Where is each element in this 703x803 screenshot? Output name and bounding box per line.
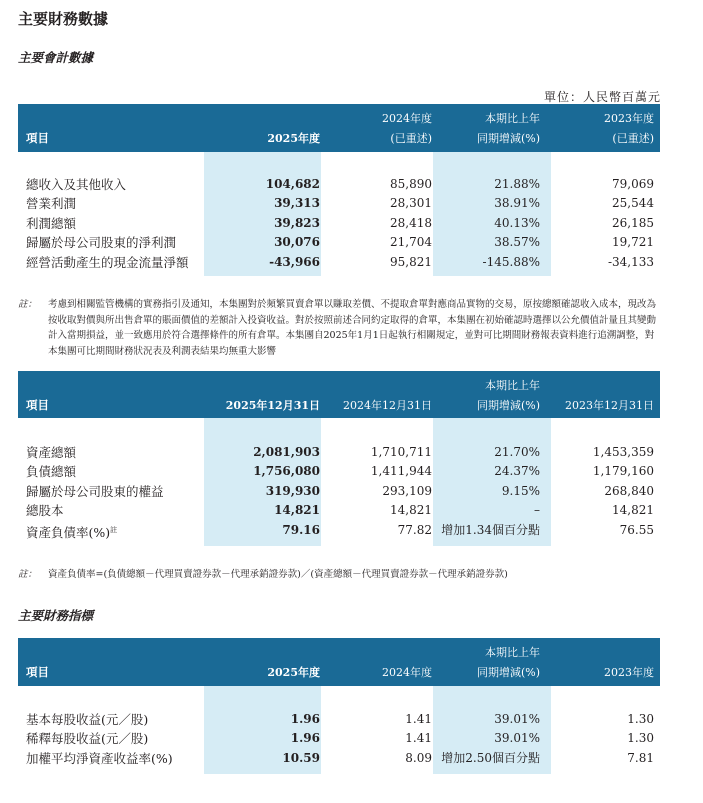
- header-item: 項目: [26, 665, 49, 679]
- value-2024: 28,301: [390, 196, 432, 211]
- value-change: -145.88%: [482, 254, 540, 269]
- header-item: 項目: [26, 131, 49, 145]
- balance-data-table: [18, 371, 660, 546]
- header-change-line2: 同期增減(%): [476, 132, 540, 145]
- header-2023: 2023年度: [604, 666, 654, 679]
- header-2024-line2: (已重述): [390, 132, 432, 145]
- row-label: 基本每股收益(元／股): [26, 712, 149, 727]
- value-change: 21.70%: [494, 445, 540, 459]
- section-title-financial-indicators: 主要財務指標: [18, 608, 94, 623]
- value-2023: 19,721: [612, 235, 654, 250]
- value-2025: 104,682: [265, 177, 320, 191]
- value-change: 9.15%: [501, 483, 540, 498]
- row-label: [26, 521, 117, 542]
- value-2023: 1,453,359: [592, 445, 654, 459]
- value-2023: 1.30: [627, 712, 654, 726]
- header-2025: 2025年度: [267, 666, 320, 679]
- header-change-line2: 同期增減(%): [476, 399, 540, 412]
- row-label: 歸屬於母公司股東的淨利潤: [26, 235, 177, 251]
- value-2025: 10.59: [282, 750, 320, 765]
- value-2025: -43,966: [269, 254, 320, 269]
- value-2025: 39,313: [274, 196, 320, 211]
- value-2024: 95,821: [390, 254, 432, 269]
- header-2024-line1: 2024年度: [382, 112, 432, 125]
- row-label: 營業利潤: [26, 196, 77, 212]
- value-2024: 28,418: [390, 215, 432, 230]
- header-change-line1: 本期比上年: [485, 646, 540, 659]
- table-row: [18, 443, 660, 462]
- value-2024: 8.09: [405, 750, 432, 765]
- header-2023-line2: (已重述): [612, 132, 654, 145]
- value-change: 24.37%: [494, 464, 540, 479]
- value-2025: 2,081,903: [253, 445, 320, 459]
- value-2024: 1,710,711: [370, 445, 432, 459]
- value-2023: 268,840: [604, 483, 654, 498]
- financial-indicators-table: [18, 638, 660, 774]
- row-label-text: 資產負債率(%): [26, 524, 111, 540]
- value-2025: 30,076: [274, 235, 320, 250]
- row-label: 資產總額: [26, 445, 77, 460]
- table-row: [18, 521, 660, 540]
- table-row: [18, 194, 660, 213]
- value-2024: 14,821: [390, 503, 432, 518]
- row-label: 利潤總額: [26, 215, 77, 231]
- footnote-text: 資產負債率=(負債總額－代理買賣證券款－代理承銷證券款)／(資產總額－代理買賣證券款－代理承銷證券款): [48, 569, 508, 580]
- table-row: [18, 253, 660, 272]
- value-2023: -34,133: [607, 254, 654, 269]
- value-change: –: [534, 503, 540, 518]
- value-change: 39.01%: [494, 712, 540, 726]
- header-item: 項目: [26, 398, 49, 412]
- value-2025: 1,756,080: [253, 464, 320, 479]
- header-change-line1: 本期比上年: [485, 112, 540, 125]
- value-2025: 14,821: [274, 503, 320, 518]
- row-label: 稀釋每股收益(元／股): [26, 731, 149, 747]
- value-2023: 76.55: [619, 522, 654, 537]
- accounting-data-table: [18, 104, 660, 276]
- value-2023: 1.30: [627, 731, 654, 746]
- value-change: 21.88%: [494, 177, 540, 191]
- row-label: 負債總額: [26, 464, 77, 480]
- value-2023: 7.81: [627, 750, 654, 765]
- section-title-accounting-data: 主要會計數據: [18, 50, 94, 65]
- value-change: 38.57%: [494, 235, 540, 250]
- table-row: [18, 482, 660, 501]
- value-2024: 293,109: [382, 483, 432, 498]
- footnote-marker: 註: [110, 525, 118, 534]
- table-row: [18, 710, 660, 729]
- value-change: 40.13%: [494, 215, 540, 230]
- value-change: 增加2.50個百分點: [441, 750, 540, 765]
- row-label: 加權平均淨資產收益率(%): [26, 750, 173, 766]
- value-2023: 14,821: [612, 503, 654, 518]
- value-2024: 1.41: [405, 731, 432, 746]
- table-row: [18, 749, 660, 768]
- value-2023: 25,544: [612, 196, 654, 211]
- value-2025: 39,823: [274, 215, 320, 230]
- footnote-key: 註：: [18, 569, 38, 580]
- table-header: [18, 371, 660, 418]
- row-label: 總收入及其他收入: [26, 177, 127, 192]
- value-change: 38.91%: [494, 196, 540, 211]
- header-date-2024: 2024年12月31日: [343, 399, 432, 412]
- value-2025: 319,930: [265, 483, 320, 498]
- value-change: 增加1.34個百分點: [441, 522, 540, 537]
- header-change-line2: 同期增減(%): [476, 666, 540, 679]
- table-row: [18, 729, 660, 748]
- value-2024: 1.41: [405, 712, 432, 726]
- footnote-revenue: [18, 297, 678, 357]
- value-2024: 85,890: [390, 177, 432, 191]
- header-2024: 2024年度: [382, 666, 432, 679]
- value-2023: 1,179,160: [592, 464, 654, 479]
- value-2025: 1.96: [290, 712, 320, 726]
- footnote-text: 考慮到相關監管機構的實務指引及通知，本集團對於頻繁買賣倉單以賺取差價、不提取倉單對應商品實物的交易，原按總額確認收入成本，現改為按收取對價與所出售倉單的賬面價值的差額計入投資收益。對於按照前述合同約定取得的倉單，本集團在初始確認時選擇以公允價值計量且其變動計入當期損益，並一致應用於符合選擇條件的所有倉單。本集團自2025年1月1日起執行相關規定，並對可比期間財務報表資料進行追溯調整，對本集團可比期間財務狀況表及利潤表結果均無重大影響: [48, 299, 657, 357]
- table-row: [18, 233, 660, 252]
- row-label: 歸屬於母公司股東的權益: [26, 483, 164, 499]
- unit-label: 單位：人民幣百萬元: [543, 90, 661, 104]
- value-2023: 26,185: [612, 215, 654, 230]
- footnote-asset-liability-ratio: [18, 567, 678, 583]
- table-row: [18, 175, 660, 194]
- header-date-2023: 2023年12月31日: [565, 399, 654, 412]
- row-label: 經營活動產生的現金流量淨額: [26, 254, 189, 270]
- value-change: 39.01%: [494, 731, 540, 746]
- table-row: [18, 462, 660, 481]
- header-2025: 2025年度: [267, 132, 320, 145]
- header-change-line1: 本期比上年: [485, 379, 540, 392]
- header-2023-line1: 2023年度: [604, 112, 654, 125]
- value-2025: 1.96: [290, 731, 320, 746]
- value-2024: 21,704: [390, 235, 432, 250]
- value-2023: 79,069: [612, 177, 654, 191]
- value-2024: 1,411,944: [370, 464, 432, 479]
- header-date-2025: 2025年12月31日: [225, 399, 320, 412]
- value-2025: 79.16: [282, 522, 320, 537]
- table-row: [18, 501, 660, 520]
- page-title: 主要財務數據: [18, 10, 109, 28]
- table-row: [18, 214, 660, 233]
- row-label: 總股本: [26, 503, 64, 519]
- footnote-key: 註：: [18, 299, 38, 310]
- table-header: [18, 638, 660, 686]
- value-2024: 77.82: [397, 522, 432, 537]
- table-header: [18, 104, 660, 152]
